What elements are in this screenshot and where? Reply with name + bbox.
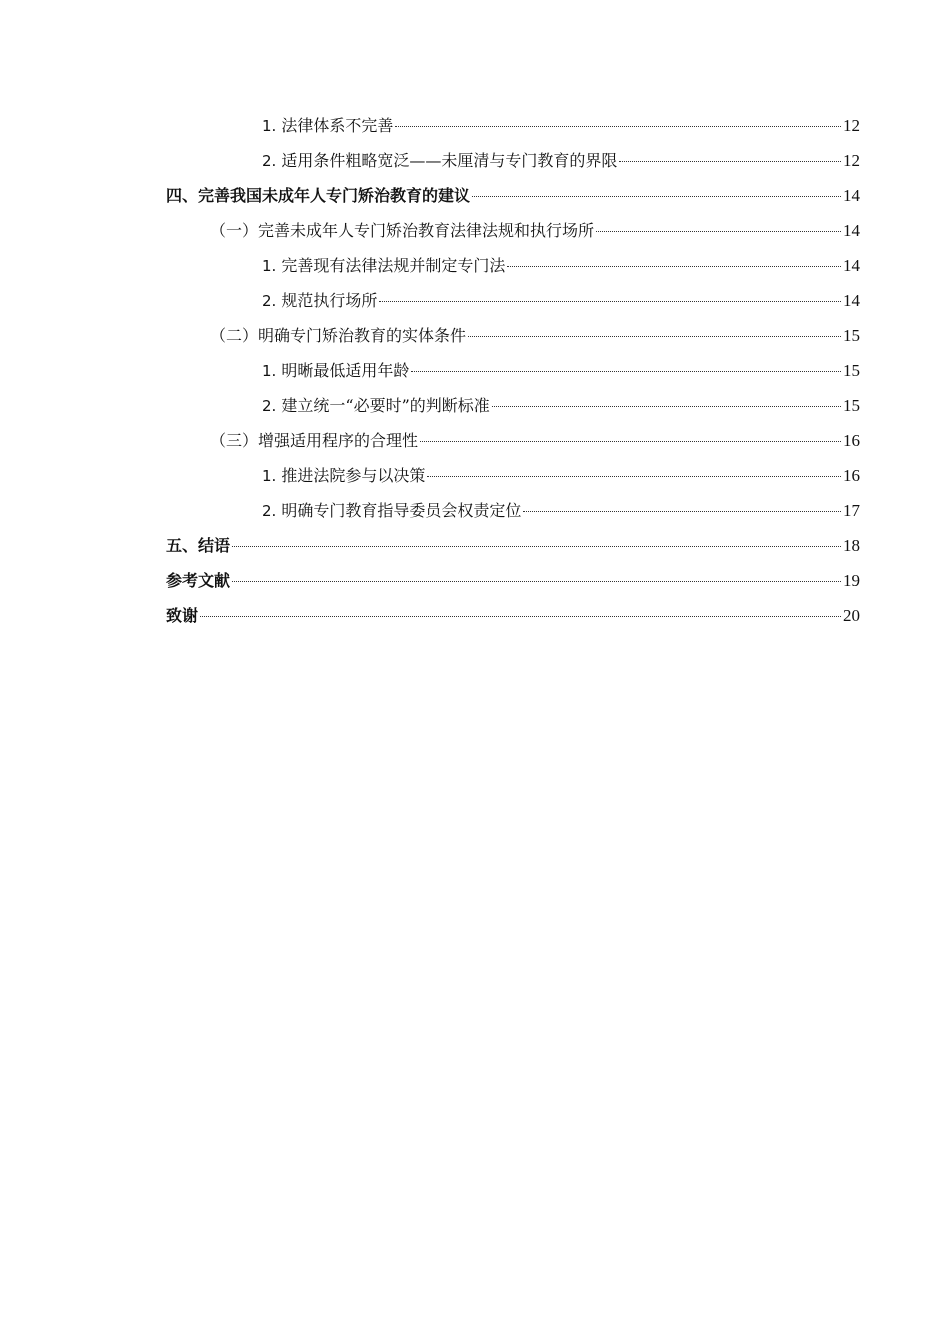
toc-entry-title: （二）明确专门矫治教育的实体条件 (210, 326, 467, 345)
toc-entry-page: 15 (843, 326, 860, 345)
toc-entry-page: 15 (843, 361, 860, 380)
toc-entry-page: 19 (843, 571, 860, 590)
toc-entry[interactable] (166, 462, 860, 497)
toc-entry-title: 法律体系不完善 (281, 116, 394, 135)
dot-leader (472, 196, 841, 197)
toc-entry-number: 2. (262, 502, 277, 520)
toc-entry[interactable] (166, 427, 860, 462)
toc-entry-page: 14 (843, 186, 860, 205)
toc-entry[interactable] (166, 182, 860, 217)
toc-entry-number: 2. (262, 152, 277, 170)
dot-leader (507, 266, 841, 267)
toc-entry-page: 14 (843, 256, 860, 275)
toc-entry-number: 1. (262, 467, 277, 485)
toc-entry-page: 16 (843, 466, 860, 485)
dot-leader (200, 616, 841, 617)
toc-entry[interactable] (166, 287, 860, 322)
toc-entry[interactable] (166, 602, 860, 637)
toc-entry-number: 2. (262, 397, 277, 415)
toc-entry[interactable] (166, 112, 860, 147)
toc-entry-title: 规范执行场所 (281, 291, 378, 310)
toc-entry-number: 1. (262, 257, 277, 275)
toc-entry-title: 推进法院参与以决策 (281, 466, 426, 485)
toc-entry-number: 1. (262, 117, 277, 135)
toc-entry-page: 17 (843, 501, 860, 520)
toc-entry-page: 15 (843, 396, 860, 415)
toc-entry-title: 建立统一“必要时”的判断标准 (281, 396, 490, 415)
toc-entry-title: 明确专门教育指导委员会权责定位 (281, 501, 522, 520)
toc-entry[interactable] (166, 147, 860, 182)
dot-leader (619, 161, 841, 162)
toc-entry[interactable] (166, 392, 860, 427)
dot-leader (492, 406, 841, 407)
toc-entry-title: 致谢 (166, 606, 199, 625)
toc-entry-page: 14 (843, 291, 860, 310)
dot-leader (420, 441, 841, 442)
toc-entry-title: 适用条件粗略宽泛——未厘清与专门教育的界限 (281, 151, 618, 170)
dot-leader (523, 511, 841, 512)
toc-entry-page: 18 (843, 536, 860, 555)
toc-entry-title: （一）完善未成年人专门矫治教育法律法规和执行场所 (210, 221, 595, 240)
dot-leader (232, 581, 841, 582)
toc-entry-number: 1. (262, 362, 277, 380)
toc-entry[interactable] (166, 252, 860, 287)
toc-entry-page: 12 (843, 151, 860, 170)
toc-entry-page: 16 (843, 431, 860, 450)
toc-entry[interactable] (166, 322, 860, 357)
toc-entry-page: 12 (843, 116, 860, 135)
dot-leader (395, 126, 841, 127)
dot-leader (379, 301, 841, 302)
dot-leader (427, 476, 841, 477)
toc-entry-title: 完善现有法律法规并制定专门法 (281, 256, 506, 275)
toc-entry[interactable] (166, 532, 860, 567)
toc-entry-title: 明晰最低适用年龄 (281, 361, 410, 380)
toc-entry-page: 20 (843, 606, 860, 625)
toc-entry-title: 四、完善我国未成年人专门矫治教育的建议 (166, 186, 471, 205)
toc-entry-title: 参考文献 (166, 571, 231, 590)
table-of-contents (166, 112, 860, 637)
dot-leader (232, 546, 841, 547)
toc-entry-title: 五、结语 (166, 536, 231, 555)
dot-leader (596, 231, 841, 232)
toc-entry[interactable] (166, 567, 860, 602)
toc-entry-page: 14 (843, 221, 860, 240)
toc-entry-number: 2. (262, 292, 277, 310)
toc-entry-title: （三）增强适用程序的合理性 (210, 431, 419, 450)
dot-leader (468, 336, 841, 337)
toc-entry[interactable] (166, 357, 860, 392)
toc-entry[interactable] (166, 497, 860, 532)
dot-leader (411, 371, 841, 372)
toc-entry[interactable] (166, 217, 860, 252)
